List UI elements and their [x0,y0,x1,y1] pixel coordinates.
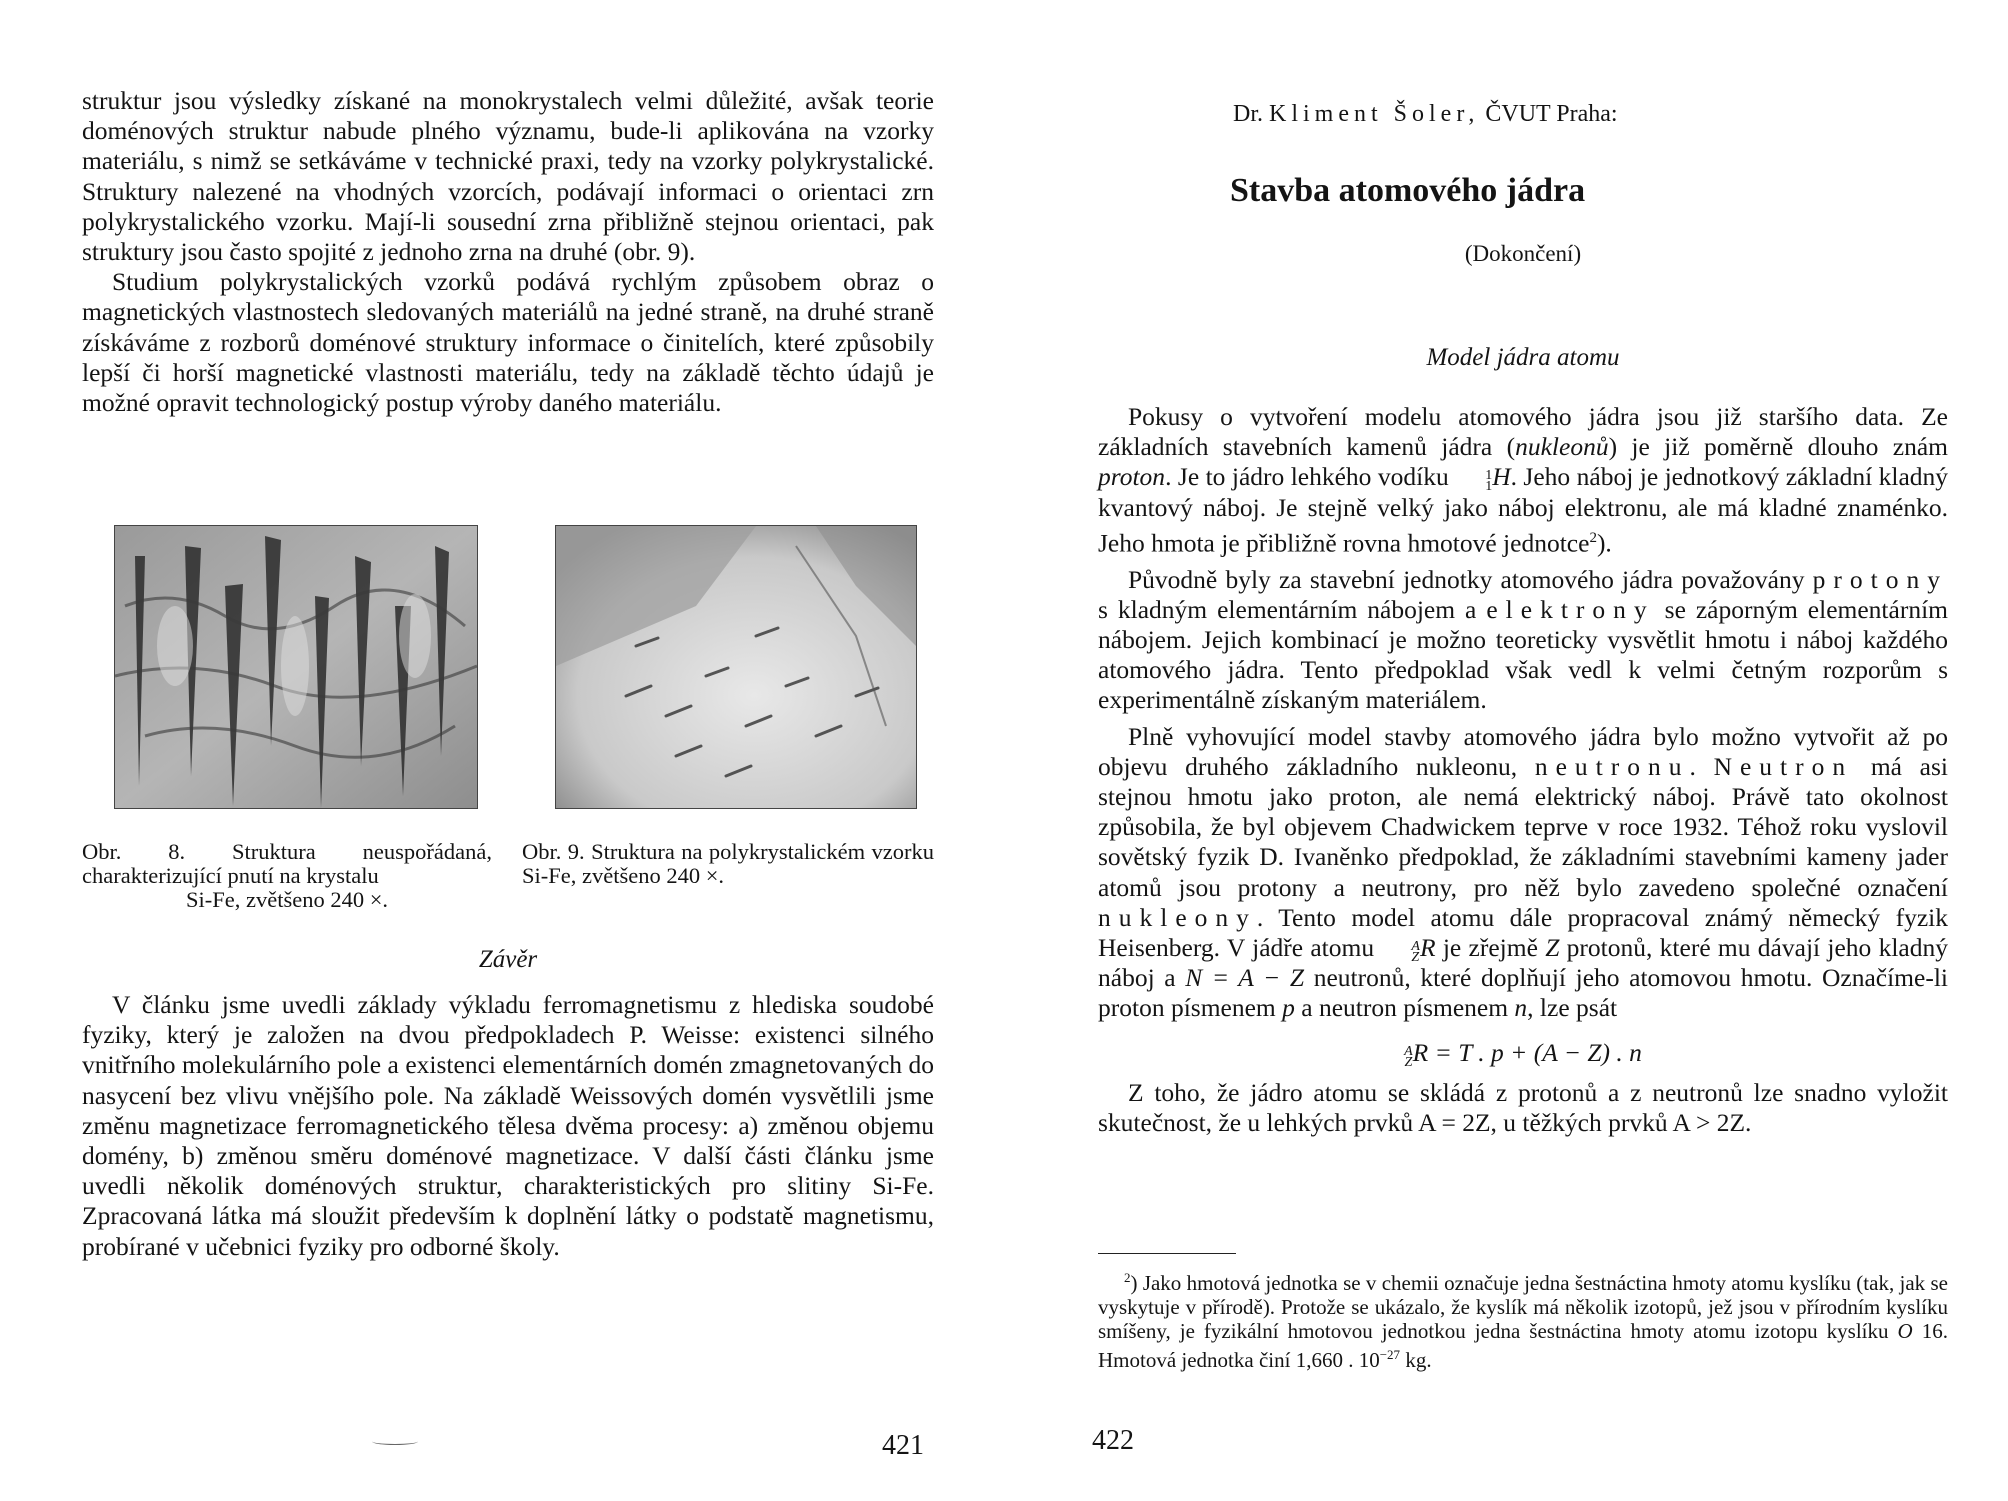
page-number: 422 [1092,1425,1134,1456]
paragraph-conclusion: V článku jsme uvedli základy výkladu ferromagnetismu z hlediska soudobé fyziky, který je založen na dvou předpokladech P. Weisse: existenci silného vnitřního molekulárního pole a existenci elementárních domén zmagnetovaných do nasycení bez vlivu vnějšího pole. Na základě Weissových domén vysvětlili jsme změnu magnetizace ferromagnetického tělesa dvěma procesy: a) změnou objemu domény, b) změnou směru doménové magnetizace. V další části článku jsme uvedli několik doménových struktur, charakteristických pro slitiny Si-Fe. Zpracovaná látka má sloužit především k doplnění látky o podstatě magnetismu, probírané v učebnici fyziky pro odborné školy. [82,990,934,1261]
paragraph-protons-electrons: Původně byly za stavební jednotky atomového jádra považovány protony s kladným elementárním nábojem a elektrony se záporným elementárním nábojem. Jejich kombinací je možno teoreticky vysvětlit hmotu i náboj každého atomového jádra. Tento předpoklad však vedl k velmi četným rozporům s experimentálně získaným materiálem. [1098,564,1948,715]
footnote [1098,1266,1948,1372]
paragraph-polycrystal: Studium polykrystalických vzorků podává rychlým způsobem obraz o magnetických vlastnostech sledovaných materiálů na jedné straně, na druhé straně získáváme z rozborů doménové struktury informace o činitelích, které způsobily lepší či horší magnetické vlastnosti materiálu, tedy na základě těchto údajů je možné opravit technologický postup výroby daného materiálu. [82,267,934,418]
figure-8-caption-magnification: Si-Fe, zvětšeno 240 ×. [185,887,389,912]
author-line [1233,101,1618,128]
figure-9-micrograph [555,525,917,809]
figure-8-caption [82,840,492,912]
figure-9-caption: Obr. 9. Struktura na polykrystalickém vzorku Si-Fe, zvětšeno 240 ×. [522,839,934,888]
article-title: Stavba atomového jádra [1230,172,1586,209]
section-heading-zaver: Závěr [478,946,538,973]
author-prefix: Dr. [1233,101,1263,127]
right-body [1098,402,1948,1138]
footnote-text: $^2$) Jako hmotová jednotka se v chemii označuje jedna šestnáctina hmoty atomu kyslíku (tak, jak se vyskytuje v přírodě). Protože se ukázalo, že kyslík má několik izotopů, jež jsou v přírodním kyslíku smíšeny, je fyzikální hmotovou jednotkou jedna šestnáctina hmoty atomu izotopu kyslíku O 16. Hmotová jednotka činí 1,660 . $10^{-27}$ kg. [1098,1270,1948,1372]
author-name: Kliment Šoler, [1269,101,1480,127]
right-page [1004,0,2008,1501]
paragraph-intro: struktur jsou výsledky získané na monokrystalech velmi důležité, avšak teorie doménových struktur nabude plného významu, bude-li aplikována na vzorky materiálu, s nimž se setkáváme v technické praxi, tedy na vzorky polykrystalické. Struktury nalezené na vhodných vzorcích, podávají informaci o orientaci zrn polykrystalického vzorku. Mají-li sousední zrna přibližně stejnou orientaci, pak struktury jsou často spojité z jednoho zrna na druhé (obr. 9). [82,86,934,267]
page-number: 421 [882,1430,924,1461]
paragraph-neutron: Plně vyhovující model stavby atomového jádra bylo možno vytvořit až po objevu druhého základního nukleonu, neutronu. Neutron má asi stejnou hmotu jako proton, ale nemá elektrický náboj. Právě tato okolnost způsobila, že byl objevem Chadwickem teprve v roce 1932. Téhož roku vyslovil sovětský fyzik D. Ivaněnko předpoklad, že základními stavebními kameny jader atomů jsou protony a neutrony, pro něž bylo zavedeno společné označení nukleony. Tento model atomu dále propracoval známý německý fyzik Heisenberg. V jádře atomu A Z R je zřejmě Z protonů, které mu dávají jeho kladný náboj a N = A − Z neutronů, které doplňují jeho atomovou hmotu. Označíme-li proton písmenem p a neutron písmenem n, lze psát [1098,721,1948,1023]
paragraph-nucleons: Pokusy o vytvoření modelu atomového jádra jsou již staršího data. Ze základních stavebních kamenů jádra (nukleonů) je již poměrně dlouho znám proton. Je to jádro lehkého vodíku 1 1 H. Jeho náboj je jednotkový základní kladný kvantový náboj. Je stejně velký jako náboj elektronu, ale má kladné znaménko. Jeho hmota je přibližně rovna hmotové jednotce$^2$). [1098,402,1949,558]
left-body-top [82,86,934,418]
equation: A Z R = T . p + (A − Z) . n [1404,1037,1642,1070]
section-heading-model: Model jádra atomu [1426,344,1620,371]
footnote-rule [1098,1253,1236,1254]
paragraph-light-heavy: Z toho, že jádro atomu se skládá z protonů a z neutronů lze snadno vyložit skutečnost, že u lehkých prvků A = 2Z, u těžkých prvků A > 2Z. [1098,1077,1948,1137]
figure-8-caption-text: Obr. 8. Struktura neuspořádaná, charakterizující pnutí na krystalu [82,839,492,888]
article-subtitle: (Dokončení) [1464,241,1582,266]
author-affiliation: ČVUT Praha: [1485,101,1618,127]
figure-8-micrograph [114,525,478,809]
ink-mark [372,1438,418,1445]
left-body-conclusion [82,990,934,1262]
